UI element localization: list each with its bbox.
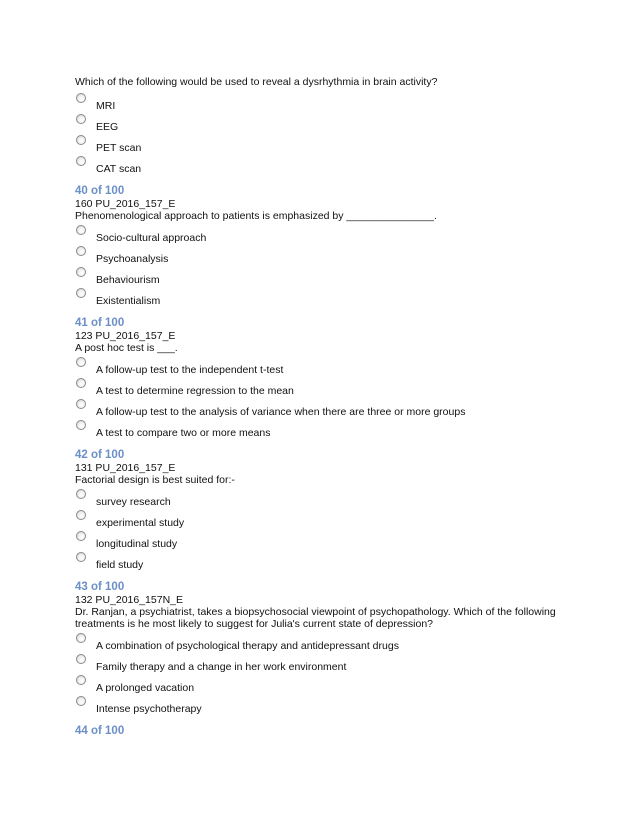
question-39 xyxy=(75,76,565,176)
option-item[interactable] xyxy=(75,155,565,176)
option-label: A test to determine regression to the mean xyxy=(96,385,294,397)
option-label: Intense psychotherapy xyxy=(96,703,202,715)
option-item[interactable] xyxy=(75,530,565,551)
option-label: field study xyxy=(96,559,144,571)
question-number: 40 of 100 xyxy=(75,185,125,197)
option-item[interactable] xyxy=(75,488,565,509)
radio-button[interactable] xyxy=(76,531,86,541)
radio-button[interactable] xyxy=(76,552,86,562)
radio-button[interactable] xyxy=(76,246,86,256)
option-item[interactable] xyxy=(75,377,565,398)
radio-button[interactable] xyxy=(76,633,86,643)
radio-button[interactable] xyxy=(76,225,86,235)
options-list xyxy=(75,356,565,440)
option-label: MRI xyxy=(96,100,116,112)
question-text: Factorial design is best suited for:- xyxy=(75,474,235,486)
radio-button[interactable] xyxy=(76,696,86,706)
option-item[interactable] xyxy=(75,398,565,419)
radio-button[interactable] xyxy=(76,135,86,145)
question-number: 44 of 100 xyxy=(75,725,125,737)
question-41 xyxy=(75,317,565,440)
option-item[interactable] xyxy=(75,245,565,266)
option-item[interactable] xyxy=(75,134,565,155)
option-label: A prolonged vacation xyxy=(96,682,195,694)
option-label: longitudinal study xyxy=(96,538,178,550)
option-label: experimental study xyxy=(96,517,185,529)
option-item[interactable] xyxy=(75,287,565,308)
question-42 xyxy=(75,449,565,572)
option-item[interactable] xyxy=(75,551,565,572)
option-label: A follow-up test to the analysis of variance when there are three or more groups xyxy=(96,406,466,418)
option-label: survey research xyxy=(96,496,171,508)
radio-button[interactable] xyxy=(76,288,86,298)
option-label: A test to compare two or more means xyxy=(96,427,271,439)
radio-button[interactable] xyxy=(76,654,86,664)
radio-button[interactable] xyxy=(76,489,86,499)
option-item[interactable] xyxy=(75,356,565,377)
option-label: Behaviourism xyxy=(96,274,160,286)
option-label: PET scan xyxy=(96,142,142,154)
option-item[interactable] xyxy=(75,266,565,287)
option-item[interactable] xyxy=(75,653,565,674)
question-text: A post hoc test is ___. xyxy=(75,342,178,354)
option-item[interactable] xyxy=(75,224,565,245)
option-item[interactable] xyxy=(75,113,565,134)
question-code: 123 PU_2016_157_E xyxy=(75,330,176,342)
option-label: A combination of psychological therapy and antidepressant drugs xyxy=(96,640,399,652)
radio-button[interactable] xyxy=(76,420,86,430)
option-label: Psychoanalysis xyxy=(96,253,169,265)
question-text: Dr. Ranjan, a psychiatrist, takes a biopsychosocial viewpoint of psychopathology. Which of the following treatments is he most likely to suggest for Julia's current state of depression? xyxy=(75,606,556,630)
question-code: 160 PU_2016_157_E xyxy=(75,198,176,210)
question-text: Phenomenological approach to patients is emphasized by _______________. xyxy=(75,210,437,222)
question-43 xyxy=(75,581,565,716)
option-label: Socio-cultural approach xyxy=(96,232,207,244)
radio-button[interactable] xyxy=(76,267,86,277)
option-item[interactable] xyxy=(75,419,565,440)
option-item[interactable] xyxy=(75,632,565,653)
question-number: 41 of 100 xyxy=(75,317,125,329)
question-code: 132 PU_2016_157N_E xyxy=(75,594,184,606)
options-list xyxy=(75,632,565,716)
quiz-page xyxy=(75,76,565,738)
options-list xyxy=(75,488,565,572)
question-text: Which of the following would be used to reveal a dysrhythmia in brain activity? xyxy=(75,76,438,88)
option-label: Existentialism xyxy=(96,295,161,307)
radio-button[interactable] xyxy=(76,675,86,685)
option-item[interactable] xyxy=(75,695,565,716)
question-40 xyxy=(75,185,565,308)
option-label: EEG xyxy=(96,121,119,133)
question-number: 43 of 100 xyxy=(75,581,125,593)
option-label: A follow-up test to the independent t-test xyxy=(96,364,284,376)
options-list xyxy=(75,224,565,308)
option-label: CAT scan xyxy=(96,163,142,175)
radio-button[interactable] xyxy=(76,357,86,367)
radio-button[interactable] xyxy=(76,156,86,166)
radio-button[interactable] xyxy=(76,378,86,388)
option-item[interactable] xyxy=(75,674,565,695)
radio-button[interactable] xyxy=(76,114,86,124)
question-number: 42 of 100 xyxy=(75,449,125,461)
option-item[interactable] xyxy=(75,509,565,530)
question-code: 131 PU_2016_157_E xyxy=(75,462,176,474)
radio-button[interactable] xyxy=(76,399,86,409)
radio-button[interactable] xyxy=(76,93,86,103)
option-label: Family therapy and a change in her work environment xyxy=(96,661,347,673)
options-list xyxy=(75,92,565,176)
radio-button[interactable] xyxy=(76,510,86,520)
option-item[interactable] xyxy=(75,92,565,113)
